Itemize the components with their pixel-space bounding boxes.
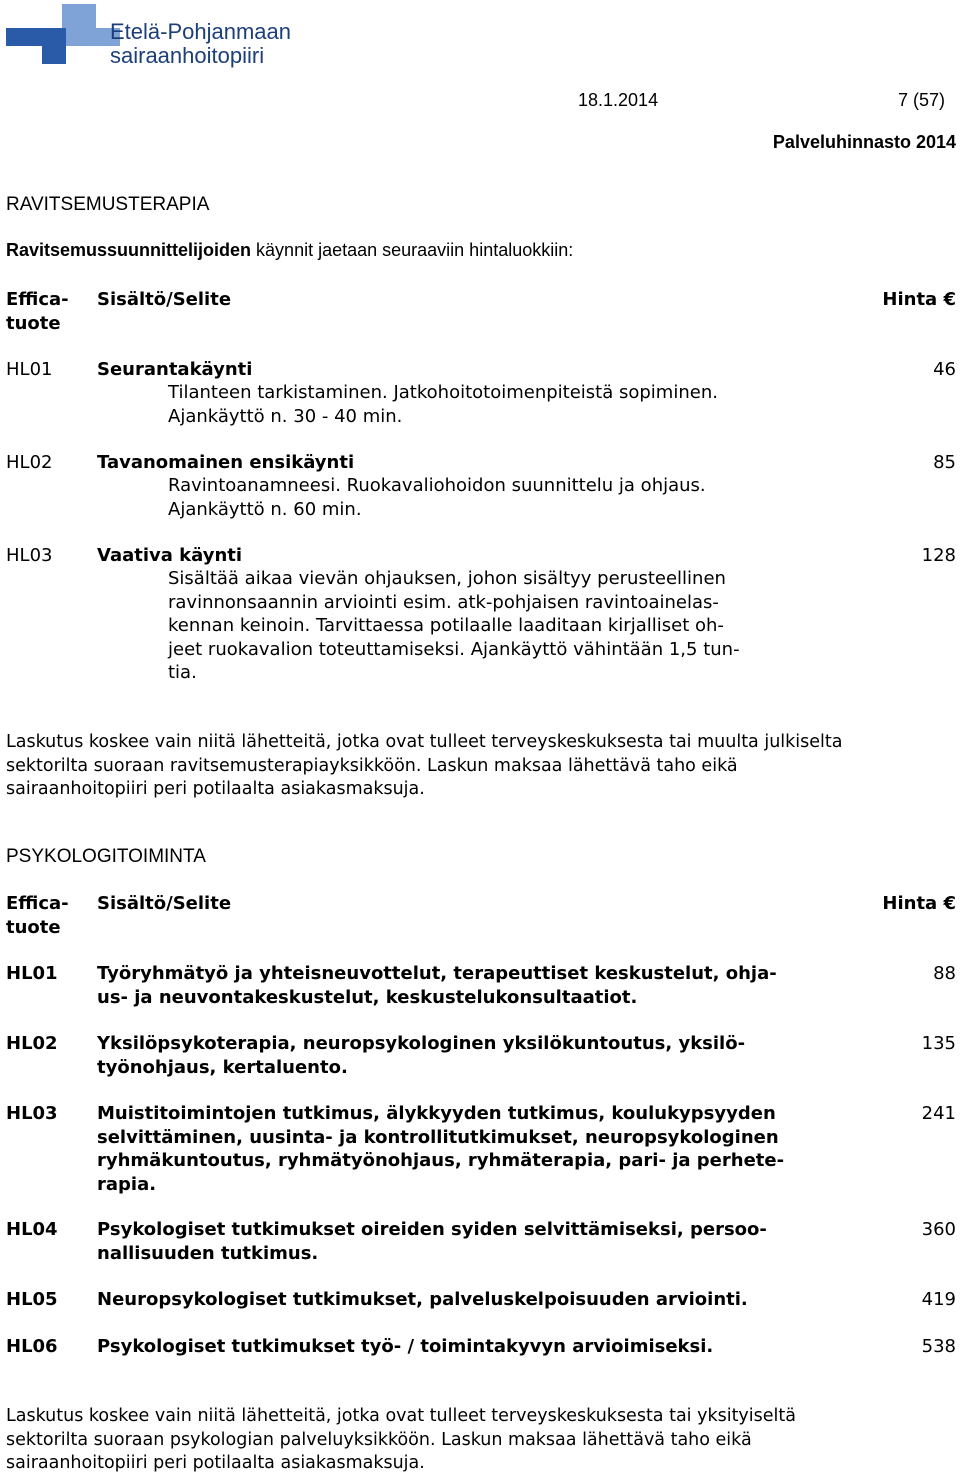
desc-line: jeet ruokavalion toteuttamiseksi. Ajankäyttö vähintään 1,5 tun- — [168, 638, 740, 660]
row-name: Vaativa käynti — [97, 545, 243, 566]
col-header-desc: Sisältö/Selite — [97, 289, 232, 310]
row-description — [97, 1218, 797, 1265]
section-title-psychology: PSYKOLOGITOIMINTA — [6, 846, 206, 867]
note-line: Laskutus koskee vain niitä lähetteitä, jotka ovat tulleet terveyskeskuksesta tai muulta julkiselta — [6, 732, 843, 752]
page-number: 7 (57) — [898, 90, 946, 110]
row-description — [168, 567, 788, 685]
row-code: HL01 — [6, 359, 53, 380]
row-price: 88 — [933, 963, 956, 984]
row-price: 135 — [921, 1033, 956, 1054]
desc-line: Psykologiset tutkimukset oireiden syiden selvittämiseksi, persoo- — [97, 1219, 767, 1240]
col-header-desc: Sisältö/Selite — [97, 893, 232, 914]
organization-name-line1: Etelä-Pohjanmaan — [110, 19, 292, 44]
note-line: sektorilta suoraan ravitsemusterapiayksikköön. Laskun maksaa lähettävä taho eikä — [6, 755, 738, 776]
document-date: 18.1.2014 — [578, 90, 659, 110]
desc-line: Neuropsykologiset tutkimukset, palveluskelpoisuuden arviointi. — [97, 1289, 748, 1310]
row-name: Seurantakäynti — [97, 359, 253, 380]
desc-line: selvittäminen, uusinta- ja kontrollitutkimukset, neuropsykologinen — [97, 1126, 779, 1148]
col-header-code-line2: tuote — [6, 313, 61, 334]
row-name: Tavanomainen ensikäynti — [97, 452, 355, 473]
row-description — [97, 1102, 797, 1196]
document-title: Palveluhinnasto 2014 — [772, 132, 956, 152]
section-intro — [6, 240, 573, 261]
billing-note-psychology — [6, 1405, 946, 1476]
col-header-code-line2: tuote — [6, 917, 61, 938]
note-line: Laskutus koskee vain niitä lähetteitä, jotka ovat tulleet terveyskeskuksesta tai yksityiseltä — [6, 1406, 796, 1426]
row-price: 128 — [921, 545, 956, 566]
desc-line: Sisältää aikaa vievän ohjauksen, johon sisältyy perusteellinen — [168, 568, 726, 589]
row-code: HL03 — [6, 545, 53, 566]
desc-line: Muistitoimintojen tutkimus, älykkyyden tutkimus, koulukypsyyden — [97, 1103, 776, 1124]
desc-line: us- ja neuvontakeskustelut, keskustelukonsultaatiot. — [97, 986, 638, 1008]
intro-rest: käynnit jaetaan seuraaviin hintaluokkiin: — [251, 240, 574, 260]
row-code: HL01 — [6, 963, 58, 984]
organization-name-line2: sairaanhoitopiiri — [110, 43, 265, 68]
billing-note-nutrition — [6, 731, 946, 802]
row-price: 85 — [933, 452, 956, 473]
desc-line: Psykologiset tutkimukset työ- / toimintakyvyn arvioimiseksi. — [97, 1336, 714, 1357]
row-description — [97, 962, 797, 1009]
note-line: sairaanhoitopiiri peri potilaalta asiakasmaksuja. — [6, 1453, 425, 1473]
row-description — [168, 474, 788, 521]
desc-line: työnohjaus, kertaluento. — [97, 1056, 348, 1078]
desc-line: Ravintoanamneesi. Ruokavaliohoidon suunnittelu ja ohjaus. — [168, 475, 706, 496]
organization-name — [110, 20, 291, 68]
row-price: 419 — [921, 1289, 956, 1310]
intro-bold: Ravitsemussuunnittelijoiden — [6, 240, 252, 260]
desc-line: rapia. — [97, 1173, 157, 1195]
desc-line: Yksilöpsykoterapia, neuropsykologinen yksilökuntoutus, yksilö- — [97, 1033, 746, 1054]
note-line: sektorilta suoraan psykologian palveluyksikköön. Laskun maksaa lähettävä taho eikä — [6, 1429, 752, 1450]
row-code: HL05 — [6, 1289, 58, 1310]
col-header-price: Hinta € — [882, 893, 956, 914]
desc-line: Ajankäyttö n. 60 min. — [168, 498, 362, 520]
row-description — [168, 381, 788, 428]
row-code: HL06 — [6, 1336, 58, 1357]
desc-line: ravinnonsaannin arviointi esim. atk-pohjaisen ravintoainelas- — [168, 591, 719, 613]
desc-line: Työryhmätyö ja yhteisneuvottelut, terapeuttiset keskustelut, ohja- — [97, 963, 777, 984]
row-code: HL03 — [6, 1103, 58, 1124]
row-price: 46 — [933, 359, 956, 380]
col-header-code-line1: Effica- — [6, 893, 69, 914]
row-description — [97, 1288, 797, 1312]
row-description — [97, 1335, 797, 1359]
desc-line: ryhmäkuntoutus, ryhmätyönohjaus, ryhmäterapia, pari- ja perhete- — [97, 1150, 785, 1171]
hospital-district-logo — [6, 4, 120, 64]
desc-line: Ajankäyttö n. 30 - 40 min. — [168, 405, 403, 427]
desc-line: kennan keinoin. Tarvittaessa potilaalle laaditaan kirjalliset oh- — [168, 615, 724, 636]
row-code: HL02 — [6, 452, 53, 473]
col-header-code — [6, 892, 69, 940]
row-price: 538 — [921, 1336, 956, 1357]
col-header-code — [6, 288, 69, 336]
desc-line: nallisuuden tutkimus. — [97, 1242, 319, 1264]
row-code: HL02 — [6, 1033, 58, 1054]
row-description — [97, 1032, 797, 1079]
note-line: sairaanhoitopiiri peri potilaalta asiakasmaksuja. — [6, 779, 425, 799]
row-price: 360 — [921, 1219, 956, 1240]
row-code: HL04 — [6, 1219, 58, 1240]
col-header-code-line1: Effica- — [6, 289, 69, 310]
desc-line: Tilanteen tarkistaminen. Jatkohoitotoimenpiteistä sopiminen. — [168, 382, 718, 403]
row-price: 241 — [921, 1103, 956, 1124]
col-header-price: Hinta € — [882, 289, 956, 310]
desc-line: tia. — [168, 662, 197, 683]
section-title-nutrition: RAVITSEMUSTERAPIA — [6, 194, 210, 215]
